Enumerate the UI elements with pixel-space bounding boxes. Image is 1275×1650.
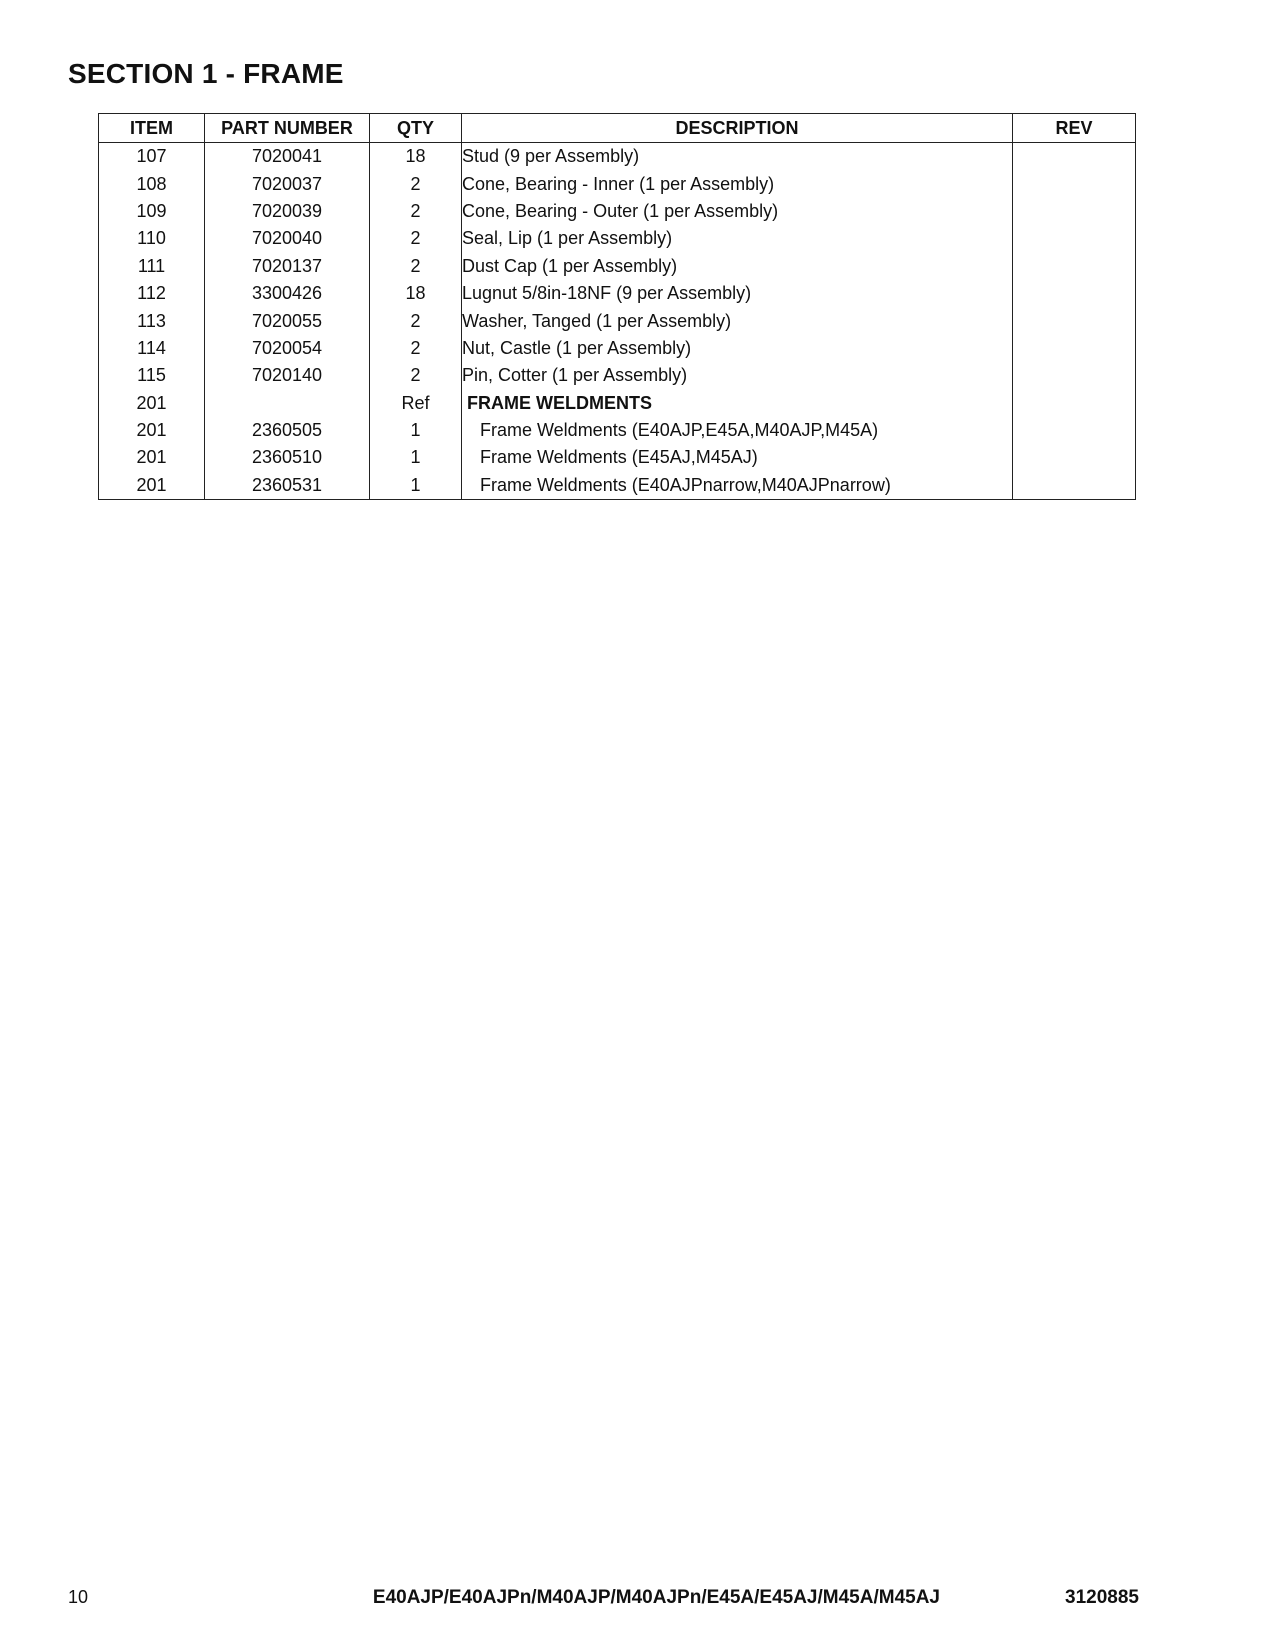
cell-item: 108 — [99, 170, 205, 197]
cell-part-number: 2360510 — [205, 444, 370, 471]
document-number: 3120885 — [1065, 1587, 1139, 1608]
section-title: SECTION 1 - FRAME — [68, 58, 344, 89]
cell-qty: 1 — [370, 417, 462, 444]
cell-rev — [1013, 307, 1136, 334]
cell-item: 115 — [99, 362, 205, 389]
cell-rev — [1013, 143, 1136, 171]
table-row — [99, 143, 1136, 171]
cell-description: Frame Weldments (E40AJP,E45A,M40AJP,M45A) — [462, 417, 1013, 444]
table-row — [99, 307, 1136, 334]
model-list: E40AJP/E40AJPn/M40AJP/M40AJPn/E45A/E45AJ/M45A/M45AJ — [372, 1587, 940, 1608]
cell-part-number: 7020037 — [205, 170, 370, 197]
table-row — [99, 362, 1136, 389]
cell-qty: 18 — [370, 280, 462, 307]
cell-description: Pin, Cotter (1 per Assembly) — [462, 362, 1013, 389]
parts-table — [98, 113, 1136, 500]
cell-item: 201 — [99, 417, 205, 444]
cell-qty: 2 — [370, 253, 462, 280]
cell-qty: Ref — [370, 390, 462, 417]
page-number: 10 — [68, 1587, 89, 1607]
cell-description: Washer, Tanged (1 per Assembly) — [462, 307, 1013, 334]
cell-rev — [1013, 444, 1136, 471]
cell-description: Cone, Bearing - Inner (1 per Assembly) — [462, 170, 1013, 197]
cell-qty: 2 — [370, 225, 462, 252]
cell-qty: 2 — [370, 335, 462, 362]
table-row — [99, 253, 1136, 280]
cell-item: 112 — [99, 280, 205, 307]
cell-rev — [1013, 170, 1136, 197]
cell-description: Dust Cap (1 per Assembly) — [462, 253, 1013, 280]
cell-part-number: 7020041 — [205, 143, 370, 171]
cell-item: 110 — [99, 225, 205, 252]
header-item: ITEM — [99, 114, 205, 143]
cell-qty: 2 — [370, 362, 462, 389]
cell-item: 113 — [99, 307, 205, 334]
header-qty: QTY — [370, 114, 462, 143]
cell-part-number: 7020055 — [205, 307, 370, 334]
cell-item: 114 — [99, 335, 205, 362]
cell-qty: 18 — [370, 143, 462, 171]
cell-description: Lugnut 5/8in-18NF (9 per Assembly) — [462, 280, 1013, 307]
cell-part-number: 7020054 — [205, 335, 370, 362]
cell-part-number: 2360505 — [205, 417, 370, 444]
cell-item: 109 — [99, 198, 205, 225]
header-rev: REV — [1013, 114, 1136, 143]
cell-part-number: 7020039 — [205, 198, 370, 225]
cell-description: Frame Weldments (E45AJ,M45AJ) — [462, 444, 1013, 471]
cell-item: 201 — [99, 444, 205, 471]
cell-description: Nut, Castle (1 per Assembly) — [462, 335, 1013, 362]
cell-rev — [1013, 362, 1136, 389]
table-body — [99, 143, 1136, 500]
cell-rev — [1013, 253, 1136, 280]
cell-part-number: 7020040 — [205, 225, 370, 252]
cell-rev — [1013, 280, 1136, 307]
cell-description: FRAME WELDMENTS — [462, 390, 1013, 417]
table-row — [99, 417, 1136, 444]
cell-item: 201 — [99, 472, 205, 500]
table-row — [99, 390, 1136, 417]
cell-qty: 2 — [370, 198, 462, 225]
cell-qty: 2 — [370, 170, 462, 197]
cell-rev — [1013, 390, 1136, 417]
header-description: DESCRIPTION — [462, 114, 1013, 143]
cell-part-number — [205, 390, 370, 417]
table-row — [99, 444, 1136, 471]
cell-rev — [1013, 472, 1136, 500]
header-part-number: PART NUMBER — [205, 114, 370, 143]
cell-rev — [1013, 198, 1136, 225]
cell-description: Cone, Bearing - Outer (1 per Assembly) — [462, 198, 1013, 225]
cell-rev — [1013, 225, 1136, 252]
cell-qty: 1 — [370, 472, 462, 500]
table-row — [99, 198, 1136, 225]
cell-description: Seal, Lip (1 per Assembly) — [462, 225, 1013, 252]
cell-qty: 2 — [370, 307, 462, 334]
table-row — [99, 280, 1136, 307]
cell-part-number: 2360531 — [205, 472, 370, 500]
cell-description: Frame Weldments (E40AJPnarrow,M40AJPnarrow) — [462, 472, 1013, 500]
cell-part-number: 7020140 — [205, 362, 370, 389]
table-header-row — [99, 114, 1136, 143]
cell-part-number: 3300426 — [205, 280, 370, 307]
cell-rev — [1013, 335, 1136, 362]
table-row — [99, 472, 1136, 500]
table-row — [99, 225, 1136, 252]
cell-item: 107 — [99, 143, 205, 171]
cell-item: 111 — [99, 253, 205, 280]
cell-item: 201 — [99, 390, 205, 417]
cell-rev — [1013, 417, 1136, 444]
table-row — [99, 335, 1136, 362]
cell-description: Stud (9 per Assembly) — [462, 143, 1013, 171]
table-row — [99, 170, 1136, 197]
cell-qty: 1 — [370, 444, 462, 471]
cell-part-number: 7020137 — [205, 253, 370, 280]
